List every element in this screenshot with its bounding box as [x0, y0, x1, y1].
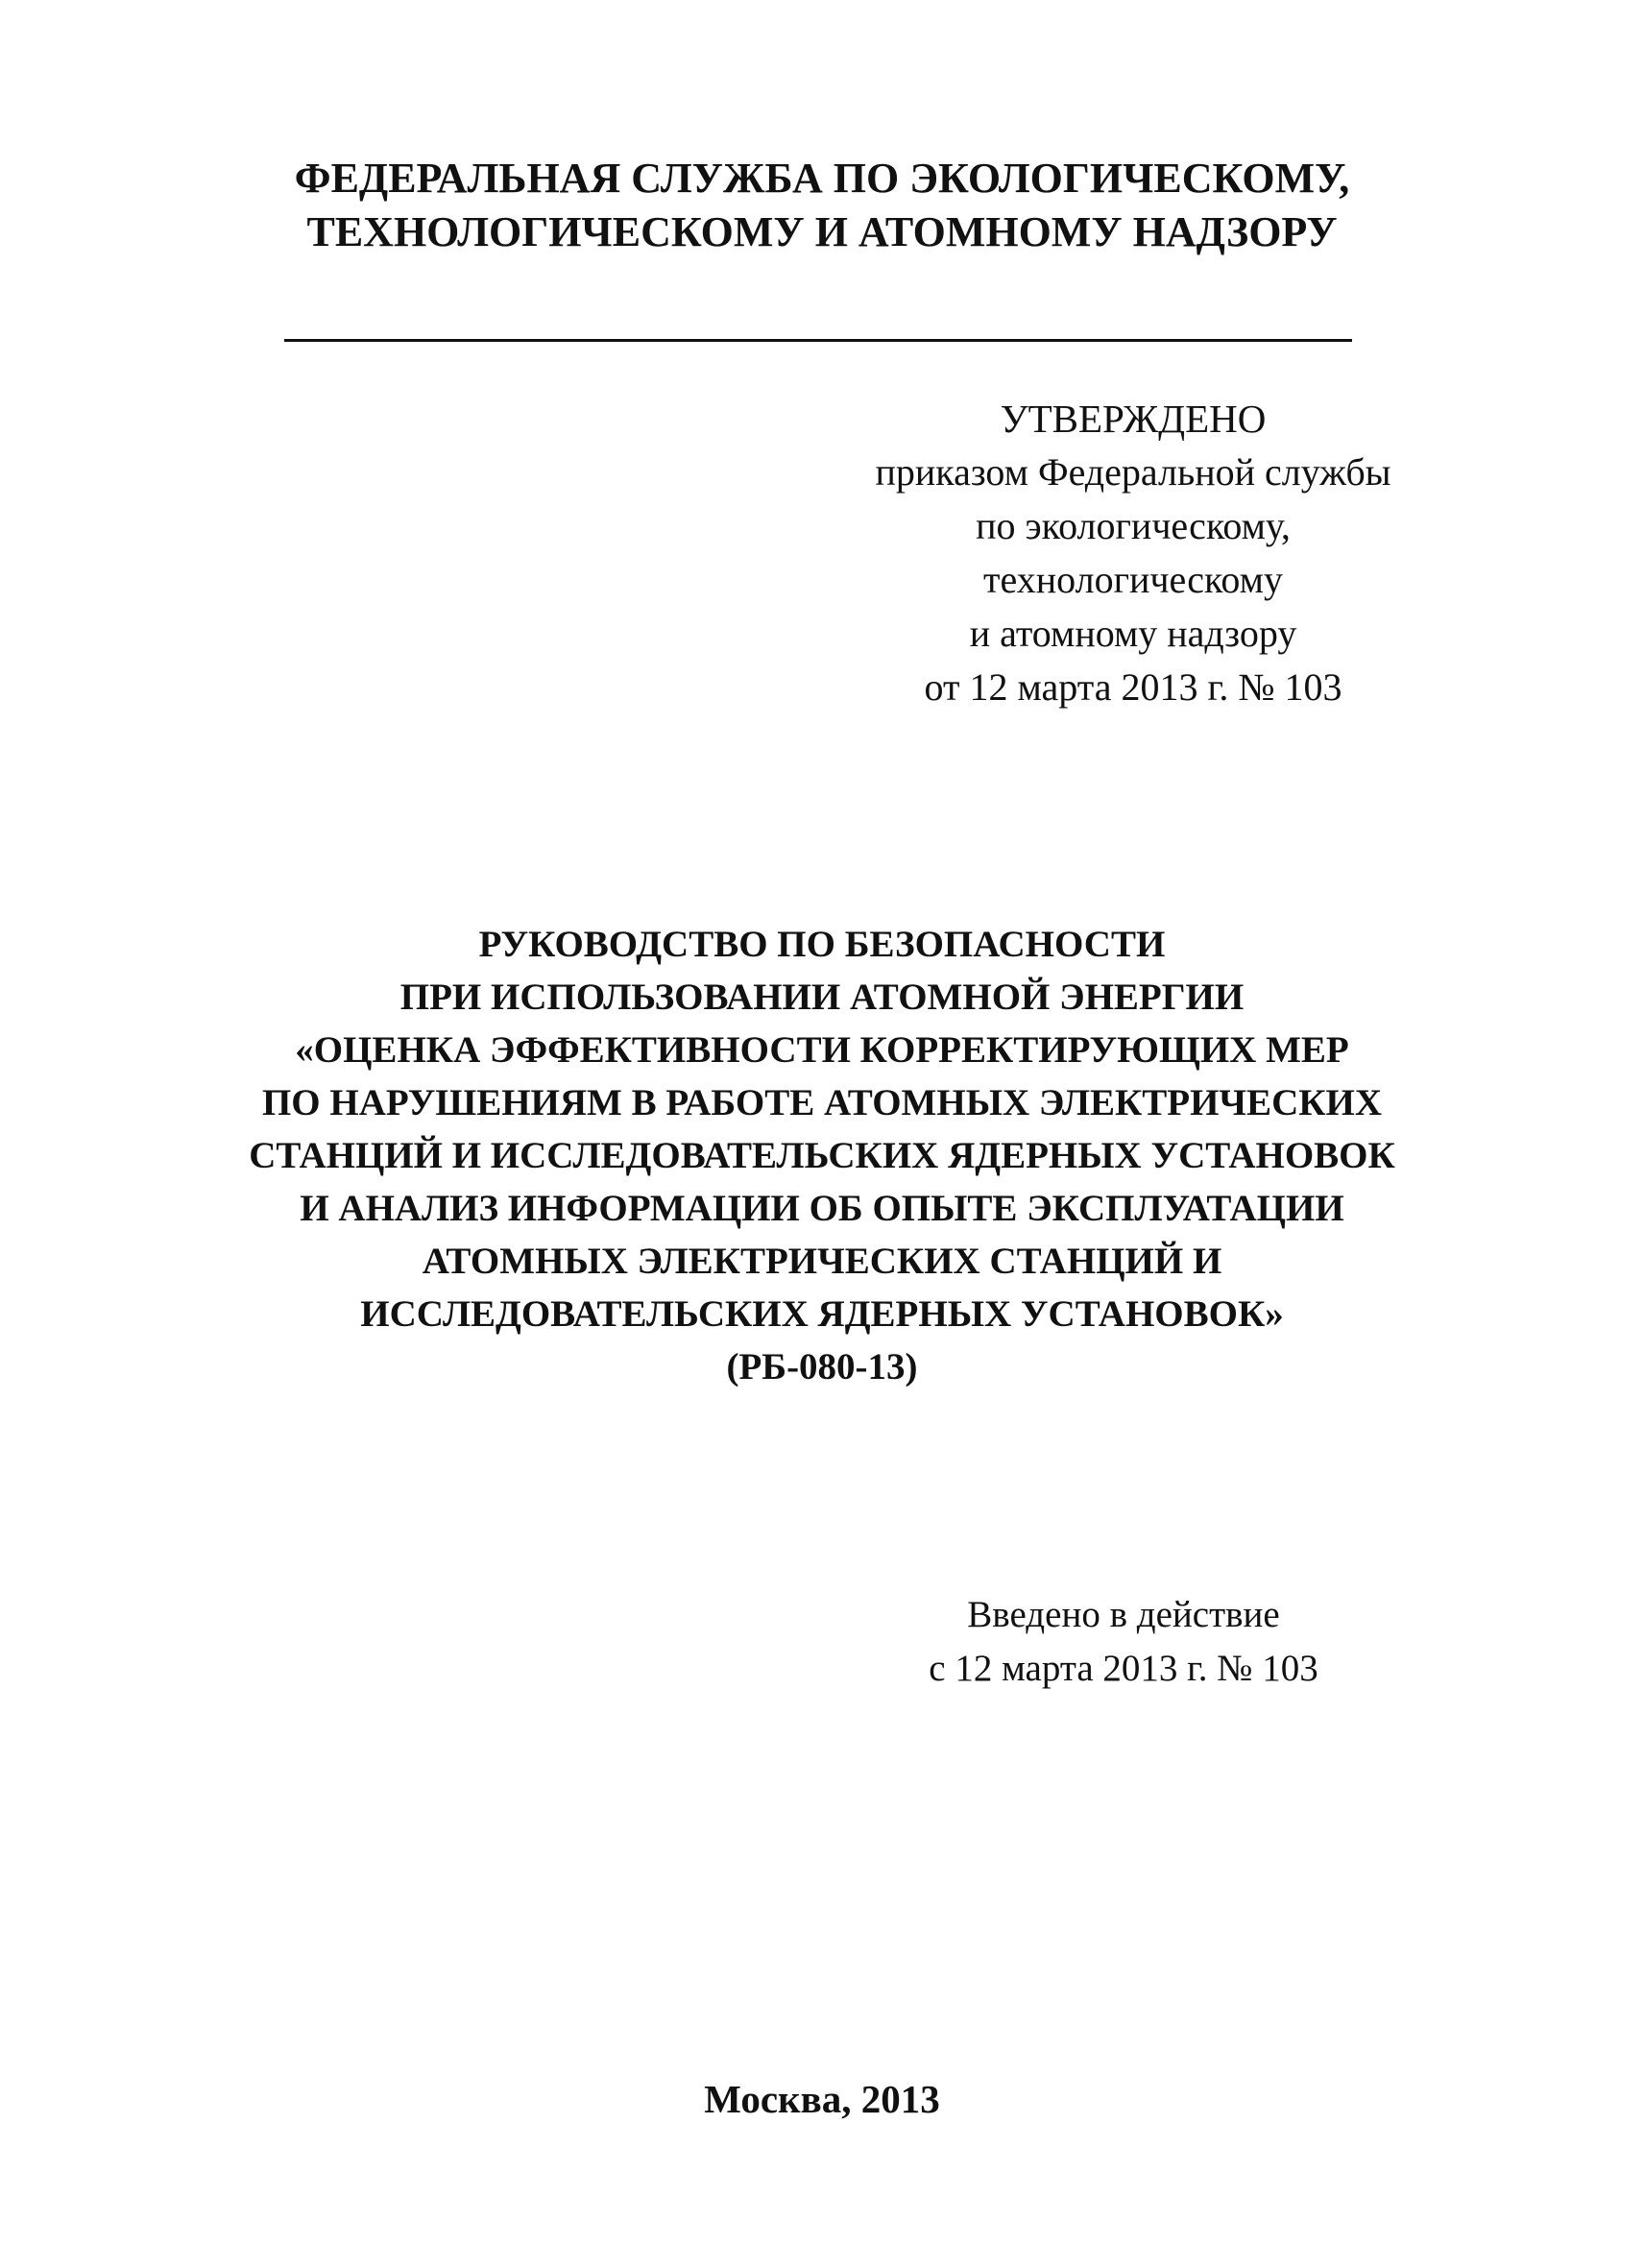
- title-line: АТОМНЫХ ЭЛЕКТРИЧЕСКИХ СТАНЦИЙ И: [422, 1241, 1222, 1282]
- title-line: «ОЦЕНКА ЭФФЕКТИВНОСТИ КОРРЕКТИРУЮЩИХ МЕР: [295, 1029, 1349, 1071]
- approval-line: по экологическому,: [976, 504, 1291, 547]
- title-line: РУКОВОДСТВО ПО БЕЗОПАСНОСТИ: [478, 924, 1166, 965]
- agency-name-line: ТЕХНОЛОГИЧЕСКОМУ И АТОМНОМУ НАДЗОРУ: [306, 208, 1338, 255]
- title-line: ПРИ ИСПОЛЬЗОВАНИИ АТОМНОЙ ЭНЕРГИИ: [399, 977, 1245, 1018]
- title-line: ИССЛЕДОВАТЕЛЬСКИХ ЯДЕРНЫХ УСТАНОВОК»: [360, 1293, 1284, 1335]
- effective-line: Введено в действие: [967, 1594, 1280, 1635]
- document-code: (РБ-080-13): [726, 1346, 918, 1387]
- approval-line: от 12 марта 2013 г. № 103: [924, 665, 1342, 709]
- approval-line: приказом Федеральной службы: [875, 450, 1391, 494]
- agency-name-line: ФЕДЕРАЛЬНАЯ СЛУЖБА ПО ЭКОЛОГИЧЕСКОМУ,: [294, 155, 1350, 202]
- title-line: СТАНЦИЙ И ИССЛЕДОВАТЕЛЬСКИХ ЯДЕРНЫХ УСТАНОВОК: [249, 1135, 1395, 1176]
- horizontal-rule: [284, 339, 1352, 342]
- effective-line: с 12 марта 2013 г. № 103: [929, 1648, 1318, 1689]
- agency-name: [0, 152, 1644, 259]
- place-year: Москва, 2013: [704, 2077, 940, 2121]
- title-line: И АНАЛИЗ ИНФОРМАЦИИ ОБ ОПЫТЕ ЭКСПЛУАТАЦИИ: [300, 1188, 1344, 1229]
- document-title: [0, 918, 1644, 1393]
- approval-block: [807, 392, 1460, 714]
- approval-heading: УТВЕРЖДЕНО: [1000, 397, 1267, 441]
- effective-date-block: [787, 1588, 1460, 1696]
- approval-line: технологическому: [983, 558, 1283, 601]
- approval-line: и атомному надзору: [969, 612, 1297, 655]
- title-line: ПО НАРУШЕНИЯМ В РАБОТЕ АТОМНЫХ ЭЛЕКТРИЧЕСКИХ: [261, 1082, 1383, 1123]
